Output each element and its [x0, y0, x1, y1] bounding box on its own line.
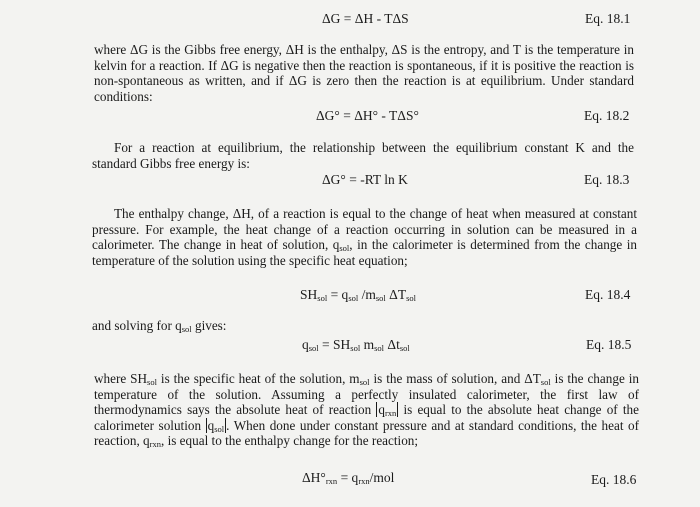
paragraph-gibbs-definition: where ΔG is the Gibbs free energy, ΔH is the enthalpy, ΔS is the entropy, and T is the temperature in kelvin for a reaction. If ΔG is negative then the reaction is spontaneous, if it is positive the reaction is non-spontaneous as written, and if ΔG is zero then the reaction is at equilibrium. Under standard conditions:	[94, 42, 634, 104]
equation-18-2: ΔG° = ΔH° - TΔS°	[316, 108, 419, 123]
paragraph-specific-heat: where $SH_{sol}$ is the specific heat of the solution, $m_{sol}$ is the mass of solution, and $\Delta T_{sol}$ is the change in temperature of the solution. Assuming a perfectly insulated calorimeter, the first law of thermodynamics says the absolute heat of reaction $q_{rxn}$ is equal to the absolute heat change of the calorimeter solution $q_{sol}$ . When done under constant pressure and at standard conditions, the heat of reaction, $q_{rxn}$, is equal to the enthalpy change for the reaction;	[94, 371, 640, 450]
equation-18-4: $SH_{sol} = q_{sol}$ $/m_{sol}$ $\Delta T_{sol}$	[300, 287, 417, 303]
equation-label-18-5: Eq. 18.5	[586, 337, 632, 352]
equation-label-18-6: Eq. 18.6	[591, 472, 637, 487]
solving-text: and solving for q	[92, 318, 182, 333]
equation-18-6: $\Delta H^\circ_{rxn} = q_{rxn}/mol$	[302, 470, 395, 486]
equation-label-18-2: Eq. 18.2	[584, 108, 630, 123]
equation-label-18-1: Eq. 18.1	[585, 11, 631, 26]
equation-18-5: $q_{sol} = SH_{sol}$ $m_{sol}$ $\Delta t_{sol}$	[302, 337, 410, 353]
paragraph-equilibrium: For a reaction at equilibrium, the relationship between the equilibrium constant K and the standard Gibbs free energy is:	[92, 140, 634, 171]
equation-label-18-3: Eq. 18.3	[584, 172, 630, 187]
paragraph-enthalpy: The enthalpy change, ΔH, of a reaction is equal to the change of heat when measured at constant pressure. For example, the heat change of a reaction occurring in solution can be measured in a calorimeter. The change in heat of solution, $q_{sol}$, in the calorimeter is determined from the change in temperature of the solution using the specific heat equation;	[92, 206, 637, 268]
equation-label-18-4: Eq. 18.4	[585, 287, 631, 302]
equation-18-3: ΔG° = -RT ln K	[322, 172, 408, 187]
equation-18-1: ΔG = ΔH - TΔS	[322, 11, 409, 26]
paragraph-solving: and solving for $q_{sol}$ gives:	[92, 318, 227, 334]
